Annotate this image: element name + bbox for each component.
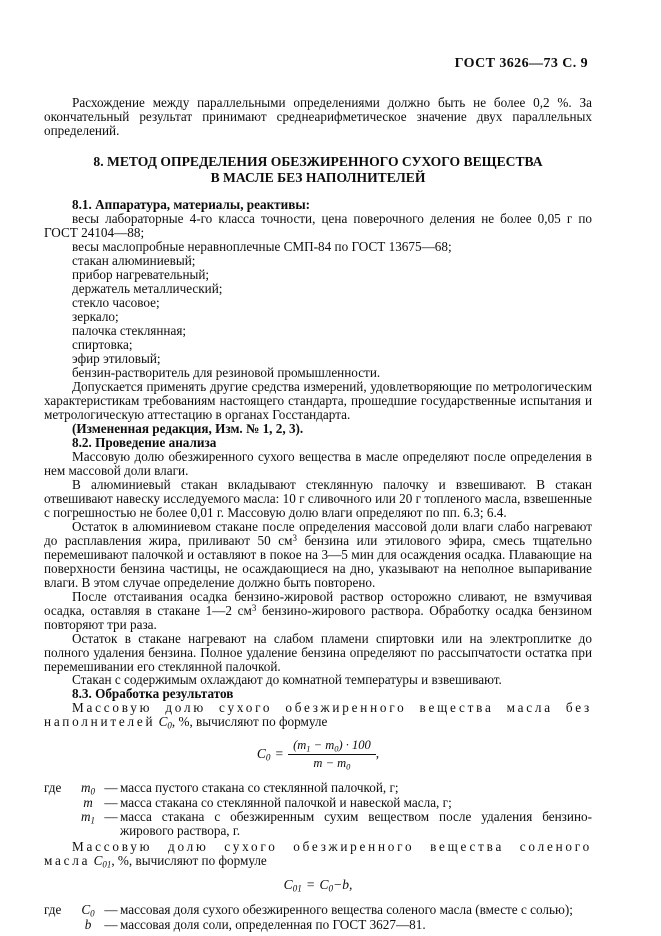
subsection-8-2-heading: 8.2. Проведение анализа [72, 434, 217, 450]
section-8-title [44, 154, 592, 186]
variable-c0: $C_0$ [158, 714, 172, 731]
term-b: b [84, 916, 92, 932]
apparatus-item: спиртовка; [72, 336, 133, 352]
term-m0-description: масса пустого стакана со стеклянной палочкой, г; [120, 780, 399, 796]
allowance-paragraph: Допускается применять другие средства измерений, удовлетворяющие по метрологическим характеристикам требованиям настоящего стандарта, прошедшие государственные испытания и метрологическую аттестацию в органах Госстандарта. [44, 378, 592, 422]
section-8-title-line1: 8. МЕТОД ОПРЕДЕЛЕНИЯ ОБЕЗЖИРЕННОГО СУХОГО ВЕЩЕСТВА [93, 153, 543, 169]
formula-comma: , [375, 746, 380, 762]
formula-c01 [44, 877, 592, 893]
apparatus-item: прибор нагревательный; [72, 266, 210, 282]
definition-row [44, 810, 592, 839]
page-content [44, 56, 592, 932]
apparatus-item: держатель металлический; [72, 280, 223, 296]
apparatus-item: бензин-растворитель для резиновой промышленности. [72, 364, 381, 380]
fraction [288, 738, 376, 771]
equals-sign: = [306, 877, 315, 893]
apparatus-item: стекло часовое; [72, 294, 160, 310]
term-c0: $C_0$ [81, 902, 95, 919]
dash: — [104, 780, 118, 796]
dash: — [104, 916, 118, 932]
fraction-denominator: $m - m_0$ [313, 756, 351, 772]
apparatus-item: палочка стеклянная; [72, 322, 187, 338]
dash: — [104, 902, 118, 918]
term-b-description: массовая доля соли, определенная по ГОСТ 3627—81. [120, 916, 426, 932]
fraction-numerator: $(m_1 - m_0) \cdot 100$ [288, 738, 376, 755]
intro-paragraph: Расхождение между параллельными определениями должно быть не более 0,2 %. За окончательный результат принимают среднеарифметическое значение двух параллельных определений. [44, 95, 592, 138]
procedure-paragraph: Стакан с содержимым охлаждают до комнатной температуры и взвешивают. [72, 672, 502, 688]
procedure-paragraph: В алюминиевый стакан вкладывают стеклянную палочку и взвешивают. В стакан отвешивают навеску исследуемого масла: 10 г сливочного или 20 г топленого масла, взвешенные с погрешностью не более 0,01 г. Массовую долю влаги определяют по пп. 6.3; 6.4. [44, 476, 592, 520]
apparatus-item: весы маслопробные неравноплечные СМП-84 по ГОСТ 13675—68; [72, 238, 452, 254]
term-m1: $m_1$ [80, 808, 95, 826]
lead-rest: , %, вычисляют по формуле [111, 853, 267, 869]
apparatus-item: весы лабораторные 4-го класса точности, цена поверочного деления не более 0,05 г по ГОСТ 24104—88; [44, 211, 592, 240]
formula-rhs: $C_0-b$ [319, 877, 349, 894]
dash: — [104, 808, 118, 824]
definition-row [44, 796, 592, 810]
term-m1-description: масса стакана с обезжиренным сухим веществом после удаления бензино-жирового раствора, г. [120, 808, 592, 839]
revision-note: (Измененная редакция, Изм. № 1, 2, 3). [72, 420, 304, 436]
procedure-paragraph: Массовую долю обезжиренного сухого вещества в масле определяют после определения в нем массовой доли влаги. [44, 448, 592, 478]
section-8-title-line2: В МАСЛЕ БЕЗ НАПОЛНИТЕЛЕЙ [210, 169, 426, 185]
procedure-paragraph: Остаток в алюминиевом стакане после определения массовой доли влаги слабо нагревают до расплавления жира, приливают 50 $см^3$ бензина или этилового эфира, смесь тщательно перемешивают палочкой и оставляют в покое на 3—5 мин для осаждения осадка. Плавающие на поверхности бензина частицы, не осаждающиеся на дно, указывают на неполное выпаривание влаги. В этом случае определение должно быть повторено. [44, 518, 592, 590]
apparatus-item: зеркало; [72, 308, 119, 324]
apparatus-item: эфир этиловый; [72, 350, 161, 366]
definition-row [44, 903, 592, 917]
dash: — [104, 794, 118, 810]
lead-rest: , %, вычисляют по формуле [171, 714, 328, 730]
formula-lhs: $C_{01}$ [283, 877, 302, 894]
variable-c01: $C_{01}$ [93, 853, 112, 870]
spaced-text: Массовую долю сухого обезжиренного вещества масла без наполнителей [44, 700, 592, 730]
formula1-lead-paragraph [44, 701, 592, 729]
definition-row [44, 918, 592, 932]
term-m0: $m_0$ [80, 780, 95, 797]
subsection-8-3-heading: 8.3. Обработка результатов [72, 686, 234, 702]
spaced-text: Массовую долю сухого обезжиренного вещества соленого масла [44, 839, 592, 869]
term-m: m [83, 794, 93, 810]
running-header: ГОСТ 3626—73 С. 9 [454, 56, 588, 71]
term-c0-description: массовая доля сухого обезжиренного вещества соленого масла (вместе с солью); [120, 902, 573, 918]
formula-comma: , [348, 877, 353, 893]
formula2-lead-paragraph [44, 840, 592, 868]
where-label: где [44, 902, 62, 918]
term-m-description: масса стакана со стеклянной палочкой и навеской масла, г; [120, 794, 452, 810]
equals-sign: = [275, 746, 284, 762]
apparatus-item: стакан алюминиевый; [72, 252, 196, 268]
definition-row [44, 781, 592, 795]
procedure-paragraph: Остаток в стакане нагревают на слабом пламени спиртовки или на электроплитке до полного удаления бензина. Полное удаление бензина определяют по рассыпчатости остатка при перемешивании его стеклянной палочкой. [44, 630, 592, 674]
formula-c0 [44, 738, 592, 771]
subsection-8-1-heading: 8.1. Аппаратура, материалы, реактивы: [72, 197, 311, 213]
formula-lhs: $C_0$ [256, 746, 271, 763]
procedure-paragraph: После отстаивания осадка бензино-жировой раствор осторожно сливают, не взмучивая осадка, оставляя в стакане 1—2 $см^3$ бензино-жирового раствора. Обработку осадка бензином повторяют три раза. [44, 588, 592, 632]
where-label: где [44, 780, 62, 796]
